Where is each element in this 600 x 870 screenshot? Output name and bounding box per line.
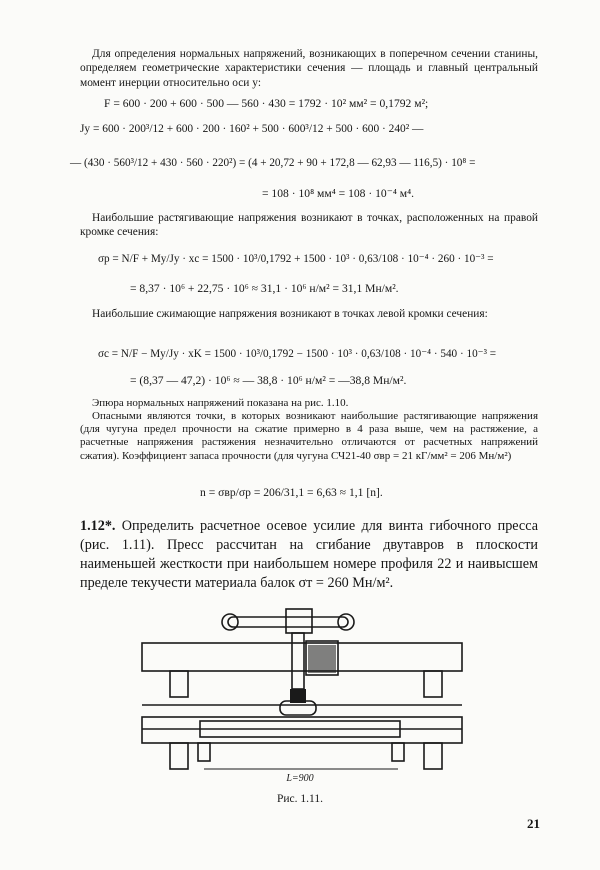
beam-hatch — [308, 645, 336, 673]
handle-knob-right — [338, 614, 354, 630]
paragraph-diagram-ref: Эпюра нормальных напряжений показана на рис. 1.10. — [92, 397, 349, 409]
lower-column-left — [170, 743, 188, 769]
figure-caption: Рис. 1.11. — [277, 793, 323, 805]
equation-sigma-c-line-1: σc = N/F − My/Jy · xK = 1500 · 10³/0,1792 − 1500 · 10³ · 0,63/108 · 10⁻⁴ · 540 · 10⁻³ = — [98, 348, 497, 360]
equation-sigma-p-line-1: σp = N/F + My/Jy · xc = 1500 · 10³/0,1792 + 1500 · 10³ · 0,63/108 · 10⁻⁴ · 260 · 10⁻³ = — [98, 253, 494, 265]
page-number: 21 — [527, 816, 540, 831]
paragraph-dangerous-points: Опасными являются точки, в которых возникают наибольшие растягивающие напряжения (для чугуна предел прочности на сжатие примерно в 4 раза выше, чем на растяжение, а расчетные напряжения растяжения незначительно отличаются от расчетных напряжений сжатия). Коэффициент запаса прочности (для чугуна СЧ21-40 σвр = 21 кГ/мм² = 206 Мн/м²) — [80, 410, 538, 462]
equation-sigma-p-line-2: = 8,37 · 10⁶ + 22,75 · 10⁶ ≈ 31,1 · 10⁶ н/м² = 31,1 Мн/м². — [130, 282, 399, 295]
screw-tip — [290, 689, 306, 703]
press-plate — [280, 701, 316, 715]
upper-column-left — [170, 671, 188, 697]
equation-inertia-line-3: = 108 · 10⁸ мм⁴ = 108 · 10⁻⁴ м⁴. — [262, 187, 415, 200]
problem-text: Определить расчетное осевое усилие для винта гибочного пресса (рис. 1.11). Пресс рассчитан на сгибание двутавров в плоскости наименьшей жесткости при наибольшем номере профиля 22 и наивысшем пределе текучести материала балок σт = 260 Мн/м². — [80, 518, 538, 591]
equation-safety-factor: n = σвр/σр = 206/31,1 = 6,63 ≈ 1,1 [n]. — [200, 486, 383, 499]
lower-column-right — [424, 743, 442, 769]
equation-area: F = 600 · 200 + 600 · 500 — 560 · 430 = 1792 · 10² мм² = 0,1792 м²; — [104, 97, 429, 110]
handle-rod — [228, 617, 348, 627]
support-left — [198, 743, 210, 761]
equation-sigma-c-line-2: = (8,37 — 47,2) · 10⁶ ≈ — 38,8 · 10⁶ н/м² = —38,8 Мн/м². — [130, 374, 407, 387]
top-beam — [142, 643, 462, 671]
equation-inertia-line-1: Jy = 600 · 200³/12 + 600 · 200 · 160² + 500 · 600³/12 + 500 · 600 · 240² — — [80, 123, 424, 135]
press-figure — [140, 605, 470, 787]
equation-inertia-line-2: — (430 · 560³/12 + 430 · 560 · 220²) = (4 + 20,72 + 90 + 172,8 — 62,93 — 116,5) · 10⁸ = — [70, 157, 476, 169]
upper-column-right — [424, 671, 442, 697]
problem-number: 1.12*. — [80, 518, 116, 534]
handle-hub — [286, 609, 312, 633]
paragraph-compression: Наибольшие сжимающие напряжения возникают в точках левой кромки сечения: — [92, 308, 488, 320]
screw — [292, 633, 304, 689]
problem-block — [80, 517, 538, 593]
paragraph-geometry: Для определения нормальных напряжений, возникающих в поперечном сечении станины, определяем геометрические характеристики сечения — площадь и главный центральный момент инерции относительно оси y: — [80, 48, 538, 89]
paragraph-tension: Наибольшие растягивающие напряжения возникают в точках, расположенных на правой кромке сечения: — [80, 212, 538, 239]
support-right — [392, 743, 404, 761]
dimension-label: L=900 — [286, 773, 314, 784]
handle-knob-left — [222, 614, 238, 630]
